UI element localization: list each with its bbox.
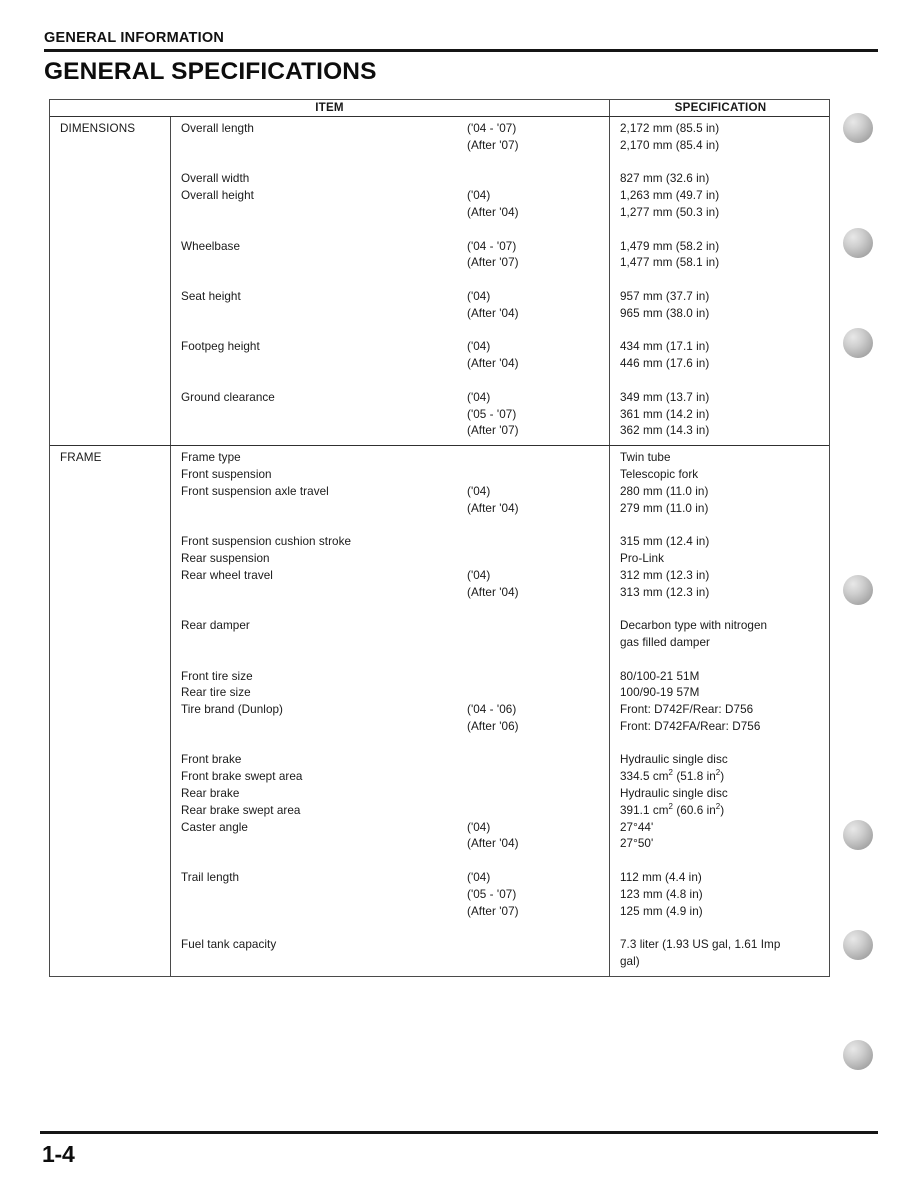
spec-value: Decarbon type with nitrogen bbox=[620, 619, 768, 633]
spec-item-label: Frame type bbox=[181, 451, 241, 465]
spec-value: Front: D742FA/Rear: D756 bbox=[620, 719, 761, 733]
spec-item-label: Front suspension bbox=[181, 467, 272, 481]
model-year-qualifier: ('04) bbox=[467, 820, 491, 834]
table-row bbox=[50, 954, 829, 971]
table-row bbox=[50, 467, 829, 484]
spec-value: 7.3 liter (1.93 US gal, 1.61 Imp bbox=[620, 938, 781, 952]
table-row bbox=[50, 820, 829, 837]
table-row bbox=[50, 121, 829, 138]
model-year-qualifier: ('05 - '07) bbox=[467, 887, 517, 901]
row-spacer bbox=[50, 323, 829, 340]
table-row bbox=[50, 803, 829, 820]
spec-value: 2,170 mm (85.4 in) bbox=[620, 138, 720, 152]
table-row bbox=[50, 870, 829, 887]
spec-item-label: Front suspension cushion stroke bbox=[181, 535, 352, 549]
table-row bbox=[50, 450, 829, 467]
model-year-qualifier: (After '04) bbox=[467, 306, 519, 320]
spec-item-label: Rear suspension bbox=[181, 551, 270, 565]
row-spacer bbox=[50, 373, 829, 390]
spec-value: 27°44' bbox=[620, 820, 654, 834]
table-row bbox=[50, 836, 829, 853]
spec-value: 1,477 mm (58.1 in) bbox=[620, 256, 720, 270]
table-row bbox=[50, 188, 829, 205]
spec-value: Hydraulic single disc bbox=[620, 787, 728, 801]
spec-value: 1,263 mm (49.7 in) bbox=[620, 189, 720, 203]
spec-value: 362 mm (14.3 in) bbox=[620, 424, 710, 438]
spec-value: 280 mm (11.0 in) bbox=[620, 484, 709, 498]
spec-value: gas filled damper bbox=[620, 635, 710, 649]
model-year-qualifier: ('04) bbox=[467, 289, 491, 303]
page-title: GENERAL SPECIFICATIONS bbox=[44, 58, 377, 85]
footer-rule bbox=[40, 1131, 878, 1134]
row-spacer bbox=[50, 517, 829, 534]
model-year-qualifier: ('04) bbox=[467, 568, 491, 582]
spec-value: 349 mm (13.7 in) bbox=[620, 390, 710, 404]
table-row bbox=[50, 887, 829, 904]
table-row bbox=[50, 171, 829, 188]
model-year-qualifier: (After '04) bbox=[467, 205, 519, 219]
column-header-item: ITEM bbox=[315, 101, 344, 114]
table-row bbox=[50, 205, 829, 222]
spec-value: Telescopic fork bbox=[620, 467, 699, 481]
table-row bbox=[50, 356, 829, 373]
row-spacer bbox=[50, 601, 829, 618]
spec-value: 1,479 mm (58.2 in) bbox=[620, 239, 720, 253]
table-row bbox=[50, 407, 829, 424]
binder-hole-mark bbox=[843, 328, 873, 358]
spec-item-label: Rear wheel travel bbox=[181, 568, 273, 582]
table-row bbox=[50, 669, 829, 686]
table-row bbox=[50, 239, 829, 256]
model-year-qualifier: (After '07) bbox=[467, 904, 519, 918]
spec-value: 112 mm (4.4 in) bbox=[620, 871, 702, 885]
spec-item-label: Rear brake bbox=[181, 787, 240, 801]
table-row bbox=[50, 423, 829, 440]
table-row bbox=[50, 534, 829, 551]
spec-value: 100/90-19 57M bbox=[620, 686, 700, 700]
section-rows bbox=[50, 117, 829, 445]
spec-value: 965 mm (38.0 in) bbox=[620, 306, 710, 320]
table-header-row bbox=[50, 100, 829, 117]
spec-value: 312 mm (12.3 in) bbox=[620, 568, 710, 582]
model-year-qualifier: (After '07) bbox=[467, 256, 519, 270]
table-row bbox=[50, 339, 829, 356]
spec-value: 313 mm (12.3 in) bbox=[620, 585, 710, 599]
table-row bbox=[50, 484, 829, 501]
spec-item-label: Front tire size bbox=[181, 669, 253, 683]
running-head: GENERAL INFORMATION bbox=[44, 30, 225, 46]
spec-item-label: Rear damper bbox=[181, 619, 250, 633]
section-rows bbox=[50, 446, 829, 976]
spec-value: 391.1 $cm^2$ (60.6 $in^2$) bbox=[620, 801, 725, 817]
table-row bbox=[50, 551, 829, 568]
model-year-qualifier: (After '04) bbox=[467, 501, 519, 515]
spec-item-label: Rear brake swept area bbox=[181, 803, 301, 817]
header-rule bbox=[44, 49, 878, 52]
spec-value: 957 mm (37.7 in) bbox=[620, 289, 710, 303]
table-row bbox=[50, 568, 829, 585]
model-year-qualifier: (After '06) bbox=[467, 719, 519, 733]
spec-item-label: Rear tire size bbox=[181, 686, 251, 700]
table-row bbox=[50, 306, 829, 323]
spec-value: gal) bbox=[620, 955, 640, 969]
spec-value: Front: D742F/Rear: D756 bbox=[620, 703, 754, 717]
table-row bbox=[50, 635, 829, 652]
spec-item-label: Ground clearance bbox=[181, 390, 275, 404]
table-row bbox=[50, 769, 829, 786]
spec-item-label: Overall length bbox=[181, 122, 254, 135]
spec-value: 434 mm (17.1 in) bbox=[620, 340, 710, 354]
model-year-qualifier: (After '04) bbox=[467, 585, 519, 599]
model-year-qualifier: (After '07) bbox=[467, 424, 519, 438]
spec-value: 2,172 mm (85.5 in) bbox=[620, 122, 720, 135]
specifications-table bbox=[49, 99, 830, 977]
spec-item-label: Overall width bbox=[181, 172, 250, 186]
spec-value: 446 mm (17.6 in) bbox=[620, 357, 710, 371]
spec-value: Pro-Link bbox=[620, 551, 664, 565]
table-body bbox=[50, 117, 829, 976]
spec-item-label: Footpeg height bbox=[181, 340, 260, 354]
spec-item-label: Fuel tank capacity bbox=[181, 938, 277, 952]
row-spacer bbox=[50, 920, 829, 937]
binder-hole-mark bbox=[843, 575, 873, 605]
spec-item-label: Caster angle bbox=[181, 820, 248, 834]
table-row bbox=[50, 501, 829, 518]
model-year-qualifier: ('04) bbox=[467, 390, 491, 404]
spec-value: 315 mm (12.4 in) bbox=[620, 535, 710, 549]
spec-value: Twin tube bbox=[620, 451, 671, 465]
row-spacer bbox=[50, 222, 829, 239]
spec-value: 123 mm (4.8 in) bbox=[620, 887, 703, 901]
row-spacer bbox=[50, 853, 829, 870]
table-row bbox=[50, 255, 829, 272]
spec-value: Hydraulic single disc bbox=[620, 753, 728, 767]
row-spacer bbox=[50, 652, 829, 669]
table-row bbox=[50, 390, 829, 407]
table-row bbox=[50, 702, 829, 719]
spec-item-label: Trail length bbox=[181, 871, 240, 885]
table-row bbox=[50, 289, 829, 306]
column-header-specification: SPECIFICATION bbox=[609, 100, 831, 116]
model-year-qualifier: ('04 - '07) bbox=[467, 239, 517, 253]
spec-value: 334.5 $cm^2$ (51.8 $in^2$) bbox=[620, 768, 725, 784]
model-year-qualifier: ('04) bbox=[467, 484, 491, 498]
row-spacer bbox=[50, 155, 829, 172]
spec-item-label: Front brake swept area bbox=[181, 770, 303, 784]
table-row bbox=[50, 585, 829, 602]
row-spacer bbox=[50, 736, 829, 753]
model-year-qualifier: ('04 - '07) bbox=[467, 122, 517, 135]
spec-value: 279 mm (11.0 in) bbox=[620, 501, 709, 515]
model-year-qualifier: (After '07) bbox=[467, 138, 519, 152]
binder-hole-mark bbox=[843, 113, 873, 143]
binder-hole-mark bbox=[843, 820, 873, 850]
table-section bbox=[50, 445, 829, 976]
model-year-qualifier: ('05 - '07) bbox=[467, 407, 517, 421]
table-row bbox=[50, 138, 829, 155]
table-row bbox=[50, 752, 829, 769]
spec-value: 125 mm (4.9 in) bbox=[620, 904, 703, 918]
model-year-qualifier: ('04) bbox=[467, 340, 491, 354]
spec-value: 1,277 mm (50.3 in) bbox=[620, 205, 720, 219]
spec-item-label: Wheelbase bbox=[181, 239, 240, 253]
table-row bbox=[50, 719, 829, 736]
binder-hole-mark bbox=[843, 1040, 873, 1070]
spec-value: 27°50' bbox=[620, 837, 654, 851]
spec-value: 80/100-21 51M bbox=[620, 669, 700, 683]
spec-value: 361 mm (14.2 in) bbox=[620, 407, 710, 421]
spec-item-label: Overall height bbox=[181, 189, 254, 203]
model-year-qualifier: ('04) bbox=[467, 871, 491, 885]
spec-item-label: Front suspension axle travel bbox=[181, 484, 329, 498]
model-year-qualifier: (After '04) bbox=[467, 837, 519, 851]
row-spacer bbox=[50, 272, 829, 289]
table-row bbox=[50, 786, 829, 803]
section-category-label: DIMENSIONS bbox=[60, 122, 136, 135]
table-row bbox=[50, 937, 829, 954]
table-row bbox=[50, 685, 829, 702]
model-year-qualifier: ('04) bbox=[467, 189, 491, 203]
spec-item-label: Front brake bbox=[181, 753, 242, 767]
model-year-qualifier: ('04 - '06) bbox=[467, 703, 517, 717]
spec-value: 827 mm (32.6 in) bbox=[620, 172, 710, 186]
model-year-qualifier: (After '04) bbox=[467, 357, 519, 371]
table-row bbox=[50, 618, 829, 635]
binder-hole-mark bbox=[843, 930, 873, 960]
table-row bbox=[50, 904, 829, 921]
spec-item-label: Seat height bbox=[181, 289, 241, 303]
binder-hole-mark bbox=[843, 228, 873, 258]
section-category-label: FRAME bbox=[60, 451, 102, 465]
page-number: 1-4 bbox=[42, 1141, 75, 1167]
table-section bbox=[50, 117, 829, 445]
spec-item-label: Tire brand (Dunlop) bbox=[181, 703, 284, 717]
